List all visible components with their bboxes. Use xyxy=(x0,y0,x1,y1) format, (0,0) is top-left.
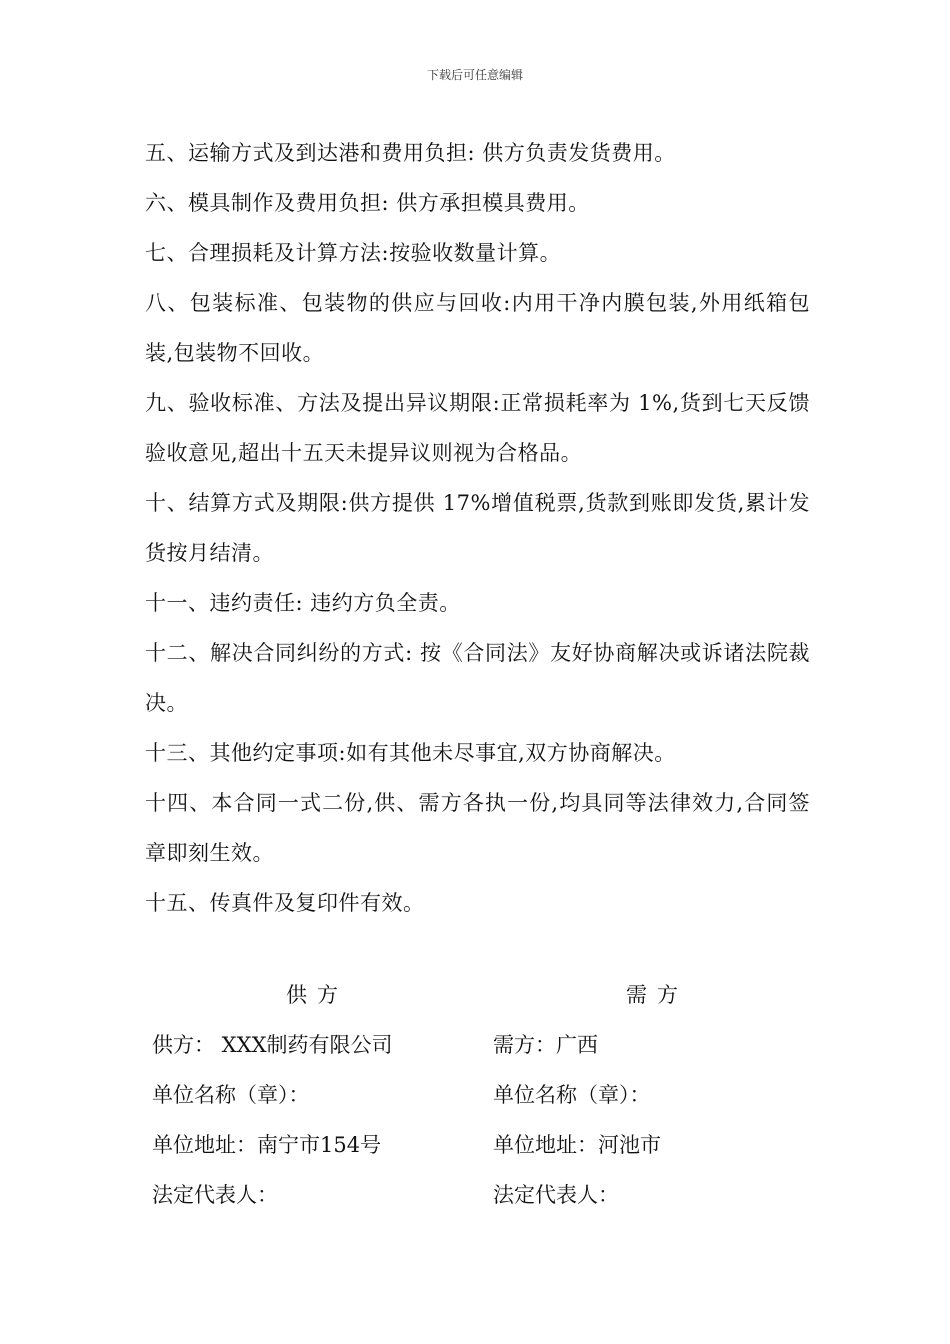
clause-11: 十一、违约责任: 违约方负全责。 xyxy=(145,591,461,615)
buyer-representative: 法定代表人： xyxy=(493,1183,619,1207)
buyer-unit-name: 单位名称（章）： xyxy=(493,1083,651,1107)
buyer-heading: 需方 xyxy=(626,983,688,1007)
clause-8: 八、包装标准、包装物的供应与回收:内用干净内膜包装,外用纸箱包装,包装物不回收。 xyxy=(145,291,810,365)
contract-clauses xyxy=(145,128,810,928)
buyer-address: 单位地址：河池市 xyxy=(493,1133,661,1157)
clause-14: 十四、本合同一式二份,供、需方各执一份,均具同等法律效力,合同签章即刻生效。 xyxy=(145,791,810,865)
clause-15: 十五、传真件及复印件有效。 xyxy=(145,891,425,915)
page-header-note: 下载后可任意编辑 xyxy=(426,68,523,82)
clause-6: 六、模具制作及费用负担: 供方承担模具费用。 xyxy=(145,191,590,215)
supplier-representative: 法定代表人： xyxy=(152,1183,278,1207)
supplier-address: 单位地址：南宁市154号 xyxy=(152,1133,382,1157)
clause-10: 十、结算方式及期限:供方提供 17%增值税票,货款到账即发货,累计发货按月结清。 xyxy=(145,491,810,565)
supplier-column xyxy=(152,970,452,1220)
signature-block xyxy=(152,970,772,1230)
clause-5: 五、运输方式及到达港和费用负担: 供方负责发货费用。 xyxy=(145,141,676,165)
supplier-heading: 供方 xyxy=(286,983,348,1007)
clause-7: 七、合理损耗及计算方法:按验收数量计算。 xyxy=(145,241,562,265)
buyer-column xyxy=(493,970,793,1220)
clause-9: 九、验收标准、方法及提出异议期限:正常损耗率为 1%,货到七天反馈验收意见,超出十五天未提异议则视为合格品。 xyxy=(145,391,810,465)
clause-13: 十三、其他约定事项:如有其他未尽事宜,双方协商解决。 xyxy=(145,741,676,765)
buyer-name: 需方：广西 xyxy=(493,1033,598,1057)
supplier-name: 供方： XXX制药有限公司 xyxy=(152,1033,393,1057)
supplier-unit-name: 单位名称（章）： xyxy=(152,1083,310,1107)
clause-12: 十二、解决合同纠纷的方式: 按《合同法》友好协商解决或诉诸法院裁决。 xyxy=(145,641,810,715)
